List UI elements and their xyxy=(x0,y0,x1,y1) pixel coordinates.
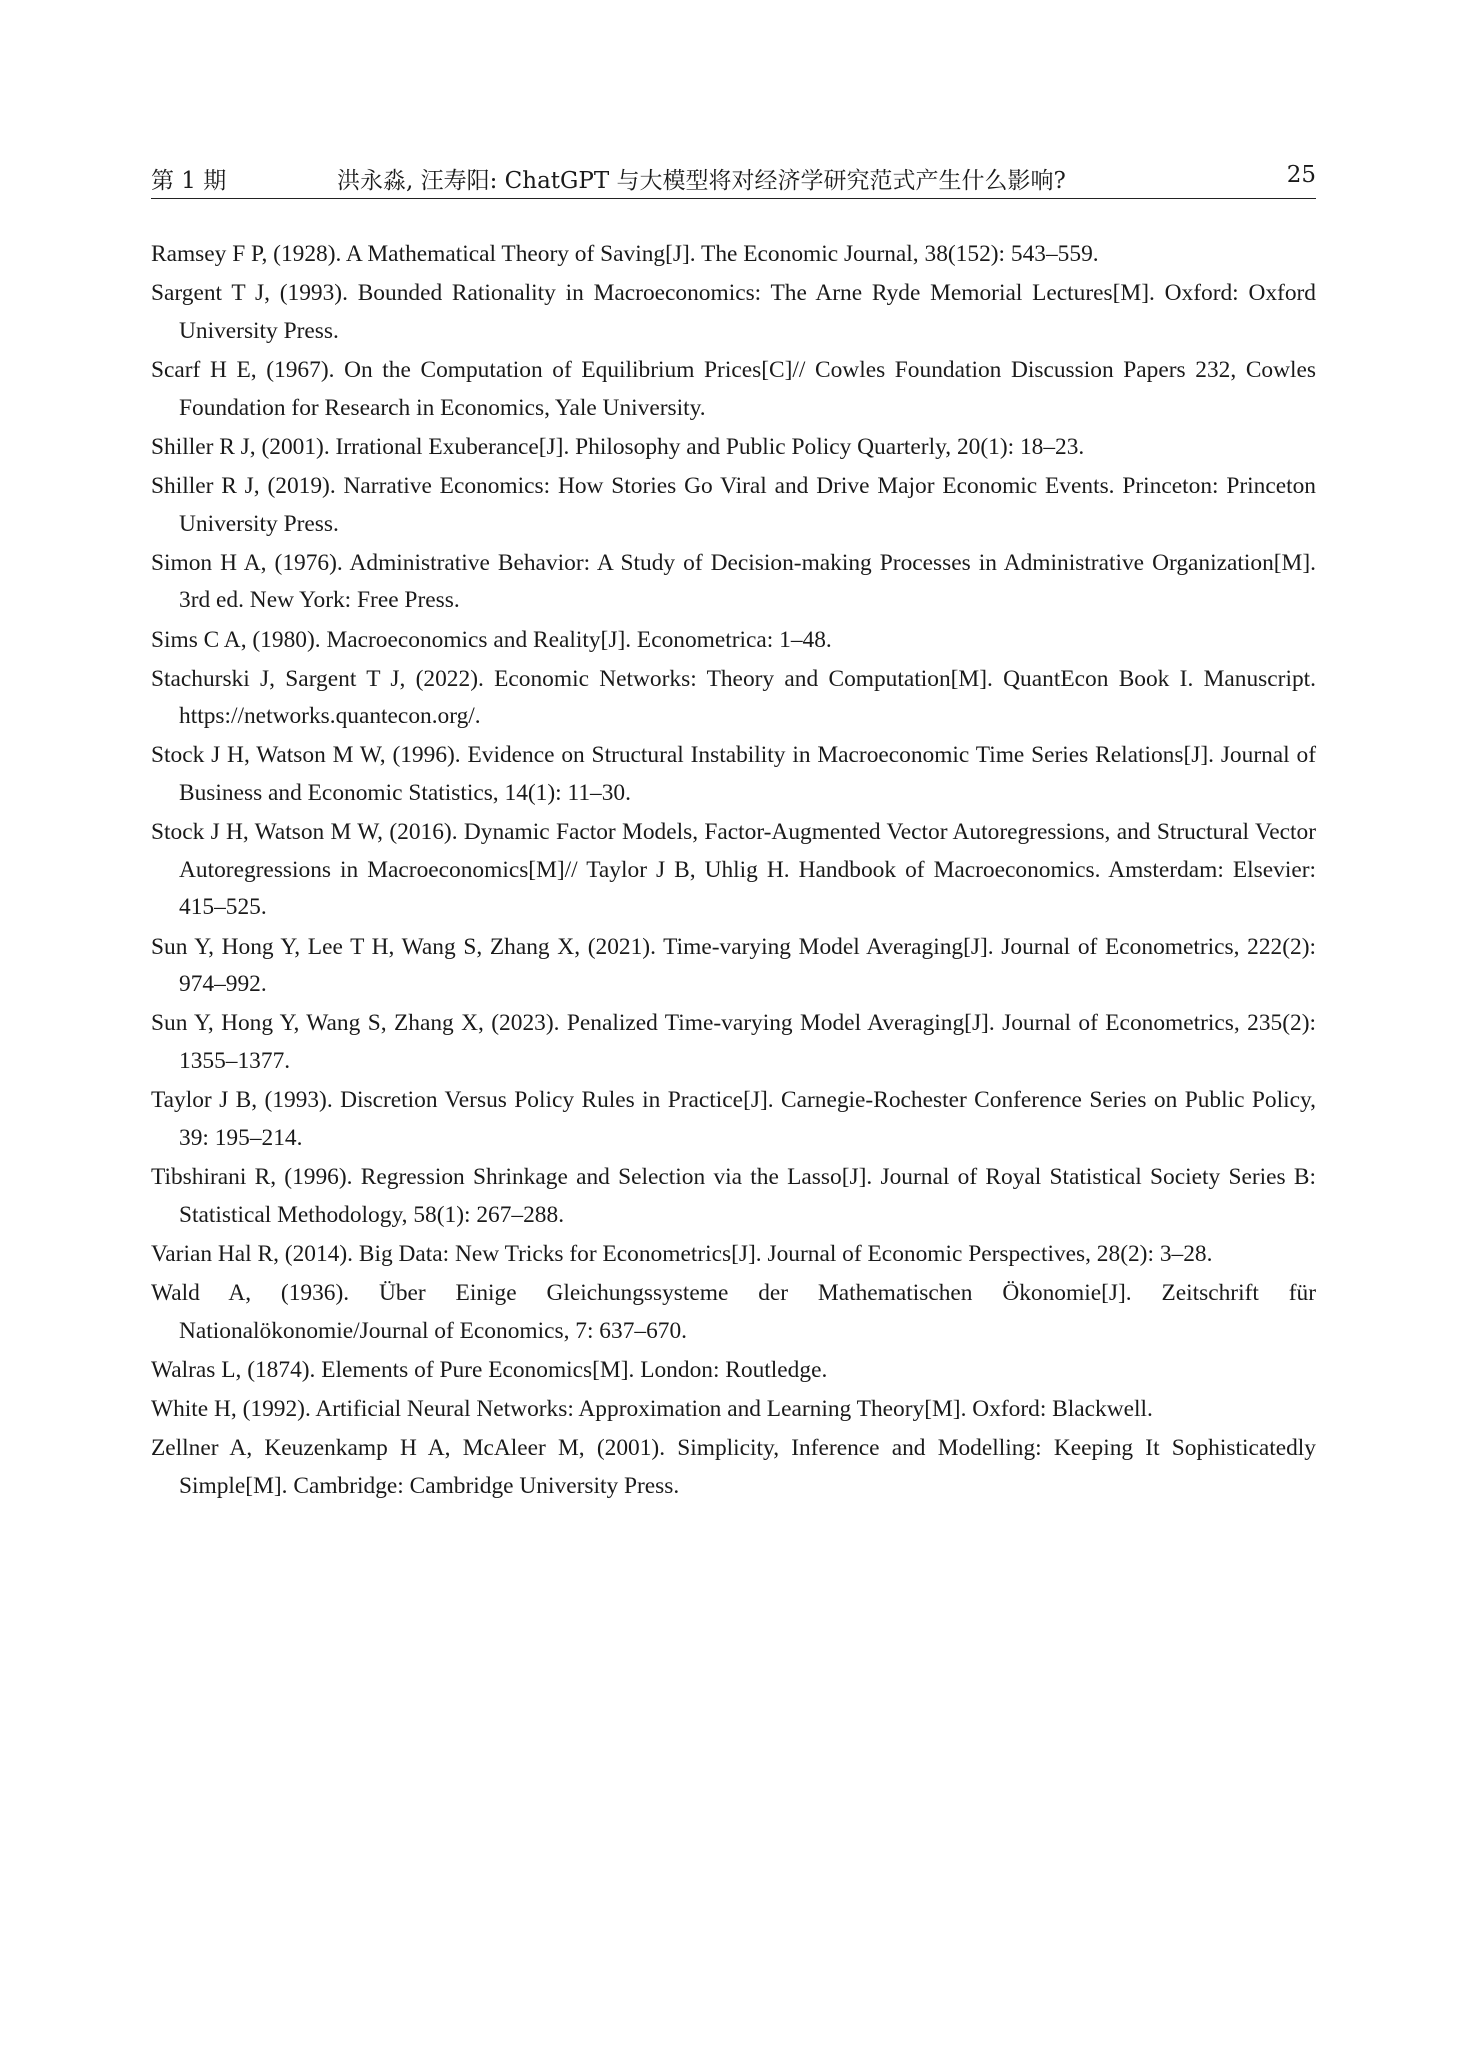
reference-item: Walras L, (1874). Elements of Pure Economics[M]. London: Routledge. xyxy=(151,1356,828,1383)
issue-label: 第 1 期 xyxy=(151,168,227,194)
reference-item: Stachurski J, Sargent T J, (2022). Economic Networks: Theory and Computation[M]. QuantEcon Book I. Manuscript. https://networks.quantecon.org/. xyxy=(151,665,1316,730)
reference-item: White H, (1992). Artificial Neural Networks: Approximation and Learning Theory[M]. Oxford: Blackwell. xyxy=(151,1395,1153,1422)
reference-item: Stock J H, Watson M W, (1996). Evidence on Structural Instability in Macroeconomic Time Series Relations[J]. Journal of Business and Economic Statistics, 14(1): 11–30. xyxy=(151,742,1316,807)
reference-item: Zellner A, Keuzenkamp H A, McAleer M, (2001). Simplicity, Inference and Modelling: Keeping It Sophisticatedly Simple[M]. Cambridge: Cambridge University Press. xyxy=(151,1435,1316,1499)
reference-item: Varian Hal R, (2014). Big Data: New Tricks for Econometrics[J]. Journal of Economic Perspectives, 28(2): 3–28. xyxy=(151,1240,1213,1267)
page-header xyxy=(151,162,1316,199)
reference-item: Stock J H, Watson M W, (2016). Dynamic Factor Models, Factor-Augmented Vector Autoregressions, and Structural Vector Autoregressions in Macroeconomics[M]// Taylor J B, Uhlig H. Handbook of Macroeconomics. Amsterdam: Elsevier: 415–525. xyxy=(151,819,1316,921)
running-title: 洪永淼, 汪寿阳: ChatGPT 与大模型将对经济学研究范式产生什么影响? xyxy=(337,168,1066,194)
reference-item: Scarf H E, (1967). On the Computation of Equilibrium Prices[C]// Cowles Foundation Discussion Papers 232, Cowles Foundation for Research in Economics, Yale University. xyxy=(151,356,1316,421)
reference-list xyxy=(151,236,1316,1507)
reference-item: Tibshirani R, (1996). Regression Shrinkage and Selection via the Lasso[J]. Journal of Royal Statistical Society Series B: Statistical Methodology, 58(1): 267–288. xyxy=(151,1163,1316,1228)
reference-item: Sims C A, (1980). Macroeconomics and Reality[J]. Econometrica: 1–48. xyxy=(151,626,832,653)
reference-item: Taylor J B, (1993). Discretion Versus Policy Rules in Practice[J]. Carnegie-Rochester Conference Series on Public Policy, 39: 195–214. xyxy=(151,1087,1316,1151)
reference-item: Sun Y, Hong Y, Wang S, Zhang X, (2023). Penalized Time-varying Model Averaging[J]. Journal of Econometrics, 235(2): 1355–1377. xyxy=(151,1010,1316,1074)
reference-item: Wald A, (1936). Über Einige Gleichungssysteme der Mathematischen Ökonomie[J]. Zeitschrift für Nationalökonomie/Journal of Economics, 7: 637–670. xyxy=(151,1279,1316,1344)
reference-item: Simon H A, (1976). Administrative Behavior: A Study of Decision-making Processes in Administrative Organization[M]. 3rd ed. New York: Free Press. xyxy=(151,549,1316,614)
reference-item: Sargent T J, (1993). Bounded Rationality in Macroeconomics: The Arne Ryde Memorial Lectures[M]. Oxford: Oxford University Press. xyxy=(151,280,1316,344)
reference-item: Sun Y, Hong Y, Lee T H, Wang S, Zhang X, (2021). Time-varying Model Averaging[J]. Journal of Econometrics, 222(2): 974–992. xyxy=(151,933,1316,998)
page-number: 25 xyxy=(1286,162,1316,188)
reference-item: Shiller R J, (2001). Irrational Exuberance[J]. Philosophy and Public Policy Quarterly, 20(1): 18–23. xyxy=(151,433,1085,460)
reference-item: Ramsey F P, (1928). A Mathematical Theory of Saving[J]. The Economic Journal, 38(152): 543–559. xyxy=(151,241,1099,267)
reference-item: Shiller R J, (2019). Narrative Economics: How Stories Go Viral and Drive Major Economic Events. Princeton: Princeton University Press. xyxy=(151,472,1316,537)
